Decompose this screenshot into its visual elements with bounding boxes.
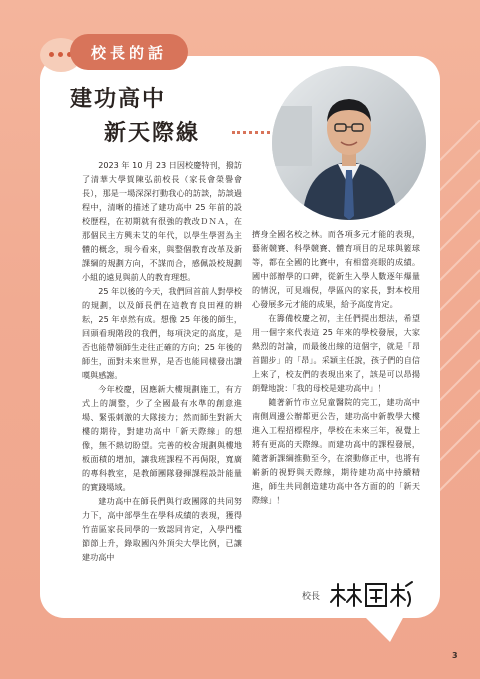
- paragraph: 2023 年 10 月 23 日因校慶特刊，撥訪了清華大學賀陳弘前校長（家長會榮譽會長），那是一場深深打動我心的訪談，訪談過程中，清晰的描述了建功高中 25 年前的設校歷程，在初期就有很強的教改ＤＮＡ，在那個民主方興未艾的年代，以學生學習為主體的概念，現今看來，與整個教育改革及新課綱的規劃方向，不謀而合，感佩設校規劃小組的遠見與前人的教育理想。: [82, 160, 242, 282]
- title-line-1: 建功高中: [70, 86, 167, 112]
- section-badge: 校長的話: [70, 34, 188, 70]
- article-title: [70, 82, 270, 150]
- signature-block: [302, 580, 414, 610]
- paragraph: 建功高中在師長們與行政團隊的共同努力下，高中部學生在學科成績的表現，獲得竹苗區家長同學的一致認同肯定，入學門檻節節上升，錄取國內外頂尖大學比例，已讓建功高中: [82, 496, 242, 562]
- dotted-divider: [232, 131, 276, 134]
- title-line-2: 新天際線: [104, 120, 201, 146]
- article-column-right: [252, 227, 420, 507]
- paragraph: 今年校慶，因應新大樓規劃施工，有方式上的調整，少了全國最有水準的創意進場、緊張刺激的大隊接力；然而師生對新大樓的期待，對建功高中「新天際線」的想像，無不熱切盼望。完善的校舍規劃與樓地板面積的增加，讓我班課程不再侷限，寬廣的專科教室，是教師團隊發揮課程設計能量的實踐場域。: [82, 384, 242, 492]
- paragraph: 隨著新竹市立兒童醫院的完工，建功高中南側周邊公辦都更公告，建功高中新教學大樓進入工程招標程序，學校在未來三年，視覺上將有更高的天際線。而建功高中的課程發展，隨著新課綱推動至今，在滾動修正中，也將有嶄新的視野與天際線，期待建功高中持續精進，師生共同創造建功高中各方面的的「新天際線」！: [252, 397, 420, 505]
- page-number: 3: [452, 651, 458, 660]
- principal-portrait: [272, 66, 426, 220]
- paragraph: 擠身全國名校之林。而各項多元才能的表現，藝術競賽、科學競賽、體育項目的足球與籃球等，都在全國的比賽中，有相當亮眼的成績。國中部辦學的口碑，從新生入學人數逐年爆量的情況，可見端倪，學區內的家長，對本校用心發展多元才能的成果，給予高度肯定。: [252, 229, 420, 309]
- paragraph: 在籌備校慶之初，主任們提出想法，希望用一個字來代表這 25 年來的學校發展，大家熱烈的討論，而最後出線的這個字，就是「昂首闊步」的「昂」。采穎主任說，孩子們的自信上來了，校友們的表現出來了，該是可以昂揚朗聲地說：「我的母校是建功高中」！: [252, 313, 420, 393]
- speech-bubble-tail: [364, 616, 404, 642]
- paragraph: 25 年以後的今天，我們回首前人對學校的規劃，以及師長們在這教育良田裡的耕耘，25 年卓然有成。想像 25 年後的師生，回頭看現階段的我們，每項決定的高度，是否也能帶領師生走往正確的方向；25 年後的師生，面對未來世界，是否也能同樣發出讚嘆與感謝。: [82, 286, 242, 380]
- handwritten-signature: [328, 580, 414, 610]
- signature-label: 校長: [302, 591, 321, 602]
- article-column-left: [82, 158, 242, 564]
